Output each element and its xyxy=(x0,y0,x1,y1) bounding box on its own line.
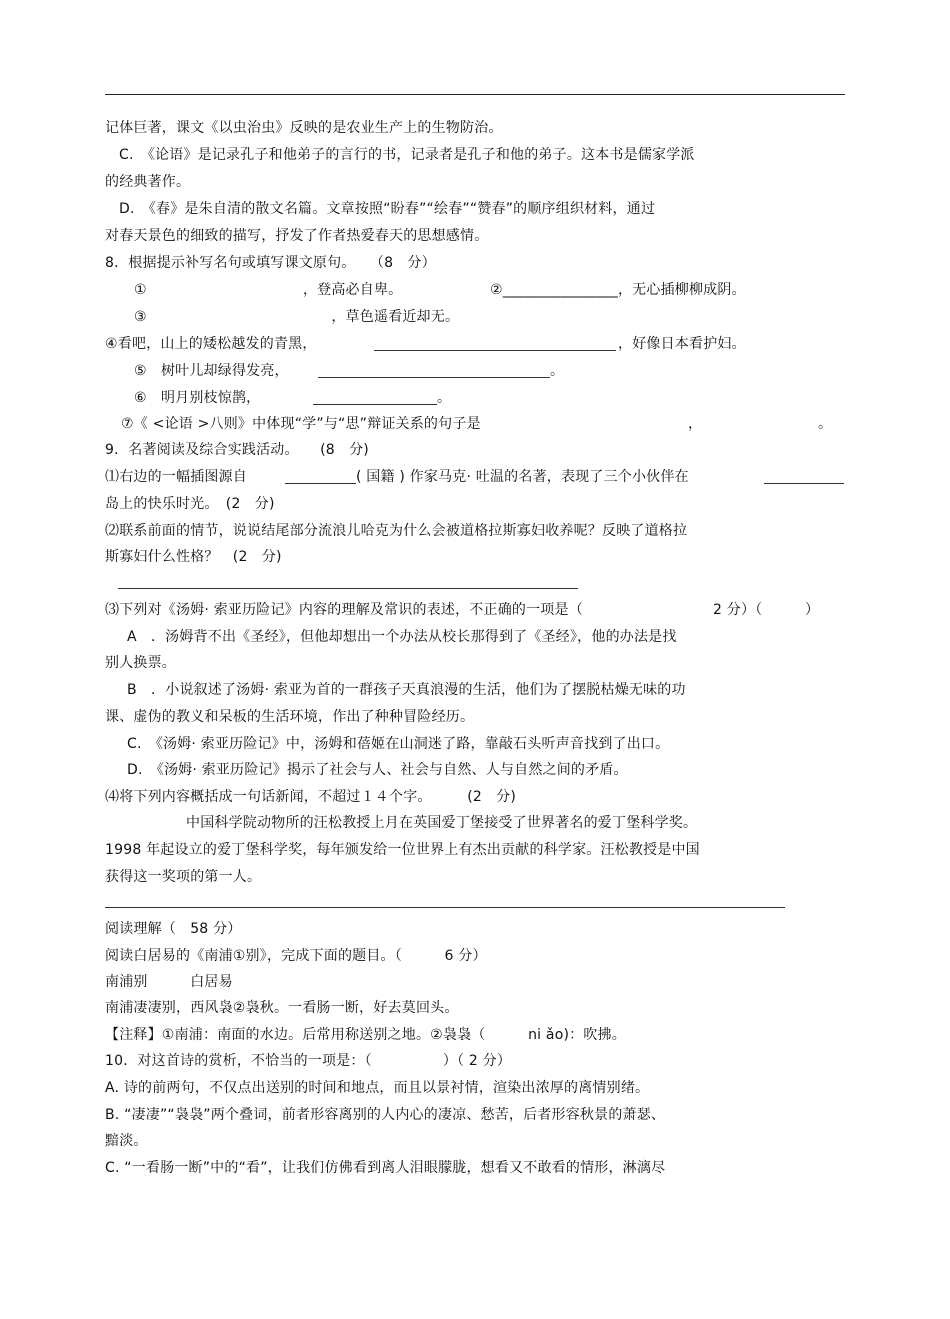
news-paragraph: 1998 年起设立的爱丁堡科学奖，每年颁发给一位世界上有杰出贡献的科学家。汪松教授是中国 xyxy=(105,842,700,858)
q9-part-3: ⑶下列对《汤姆· 索亚历险记》内容的理解及常识的表述，不正确的一项是（ xyxy=(105,602,583,618)
answer-line[interactable] xyxy=(105,907,785,908)
q9-part-1-cont: ( 国籍 ) 作家马克· 吐温的名著，表现了三个小伙伴在 xyxy=(356,469,689,485)
news-paragraph: 获得这一奖项的第一人。 xyxy=(105,869,262,885)
option-c-line: C. 《论语》是记录孔子和他弟子的言行的书，记录者是孔子和他的弟子。这本书是儒家学派 xyxy=(119,147,695,163)
question-10-title: 10．对这首诗的赏析，不恰当的一项是：（ ）（ 2 分） xyxy=(105,1053,512,1069)
text-line: 对春天景色的细致的描写，抒发了作者热爱春天的思想感情。 xyxy=(105,228,489,244)
q8-item-3: ③ ，草色遥看近却无。 xyxy=(134,309,460,325)
q10-option-c: C. “一看肠一断”中的“看”，让我们仿佛看到离人泪眼朦胧，想看又不敢看的情形，淋漓尽 xyxy=(105,1160,666,1176)
text-line: 记体巨著，课文《以虫治虫》反映的是农业生产上的生物防治。 xyxy=(105,120,503,136)
q8-item-1: ① ，登高必自卑。 xyxy=(134,282,403,298)
q9-option-b: B ．小说叙述了汤姆· 索亚为首的一群孩子天真浪漫的生活，他们为了摆脱枯燥无味的功 xyxy=(127,682,686,698)
q8-item-2: ②________________，无心插柳柳成阴。 xyxy=(490,282,746,298)
answer-blank[interactable] xyxy=(313,404,437,405)
reading-intro: 阅读白居易的《南浦①别》，完成下面的题目。（ 6 分） xyxy=(105,948,487,964)
q10-option-a: A. 诗的前两句，不仅点出送别的时间和地点，而且以景衬情，渲染出浓厚的离情别绪。 xyxy=(105,1080,650,1096)
poem-text: 南浦凄凄别，西风袅②袅秋。一看肠一断，好去莫回头。 xyxy=(105,1000,459,1016)
q9-part-1: ⑴右边的一幅插图源自 xyxy=(105,469,247,485)
q9-option-c: C. 《汤姆· 索亚历险记》中，汤姆和蓓姬在山洞迷了路，靠敲石头听声音找到了出口。 xyxy=(127,736,670,752)
q8-item-6: ⑥ 明月别枝惊鹊， xyxy=(134,390,261,406)
q8-item-4: ④看吧，山上的矮松越发的青黑， xyxy=(105,336,317,352)
q8-item-5: ⑤ 树叶儿却绿得发亮， xyxy=(134,363,289,379)
answer-blank[interactable] xyxy=(285,483,356,484)
text-line: 的经典著作。 xyxy=(105,174,191,190)
q9-part-1-end: 岛上的快乐时光。 (2 分) xyxy=(105,496,275,512)
q8-item-6-end: 。 xyxy=(437,390,452,406)
q8-item-7-end: 。 xyxy=(818,416,833,432)
text-line: 别人换票。 xyxy=(105,655,176,671)
answer-blank[interactable] xyxy=(318,377,550,378)
q10-option-b: B. “凄凄”“袅袅”两个叠词，前者形容离别的人内心的凄凉、愁苦，后者形容秋景的萧瑟、 xyxy=(105,1107,666,1123)
text-line: 课、虚伪的教义和呆板的生活环境，作出了种种冒险经历。 xyxy=(105,709,475,725)
answer-blank[interactable] xyxy=(764,483,844,484)
q9-part-4: ⑷将下列内容概括成一句话新闻，不超过１４个字。 (2 分) xyxy=(105,789,517,805)
q9-option-d: D. 《汤姆· 索亚历险记》揭示了社会与人、社会与自然、人与自然之间的矛盾。 xyxy=(127,762,628,778)
q9-part-2-end: 斯寡妇什么性格？ (2 分) xyxy=(105,549,282,565)
answer-line[interactable] xyxy=(118,588,578,589)
section-title-reading: 阅读理解（ 58 分） xyxy=(105,921,242,937)
q9-part-3-score: 2 分）（ ） xyxy=(713,602,820,618)
q8-item-5-end: 。 xyxy=(550,363,565,379)
text-line: 黯淡。 xyxy=(105,1133,148,1149)
q9-option-a: A ．汤姆背不出《圣经》，但他却想出一个办法从校长那得到了《圣经》，他的办法是找 xyxy=(127,629,677,645)
header-rule xyxy=(105,94,845,95)
news-paragraph: 中国科学院动物所的汪松教授上月在英国爱丁堡接受了世界著名的爱丁堡科学奖。 xyxy=(186,815,698,831)
q8-item-4-end: ，好像日本看护妇。 xyxy=(618,336,746,352)
poem-title: 南浦别 白居易 xyxy=(105,974,233,990)
option-d-line: D. 《春》是朱自清的散文名篇。文章按照“盼春”“绘春”“赞春”的顺序组织材料，通过 xyxy=(119,201,656,217)
question-9-title: 9．名著阅读及综合实践活动。 (8 分) xyxy=(105,442,369,458)
poem-notes: 【注释】①南浦：南面的水边。后常用称送别之地。②袅袅（ ni ǎo)：吹拂。 xyxy=(105,1027,626,1043)
q8-item-7-comma: ， xyxy=(688,416,703,432)
question-8-title: 8．根据提示补写名句或填写课文原句。 （8 分） xyxy=(105,255,436,271)
q8-item-7: ⑦《 <论语 >八则》中体现“学”与“思”辩证关系的句子是 xyxy=(121,416,481,432)
q9-part-2: ⑵联系前面的情节，说说结尾部分流浪儿哈克为什么会被道格拉斯寡妇收养呢？反映了道格拉 xyxy=(105,523,688,539)
answer-blank[interactable] xyxy=(374,350,616,351)
